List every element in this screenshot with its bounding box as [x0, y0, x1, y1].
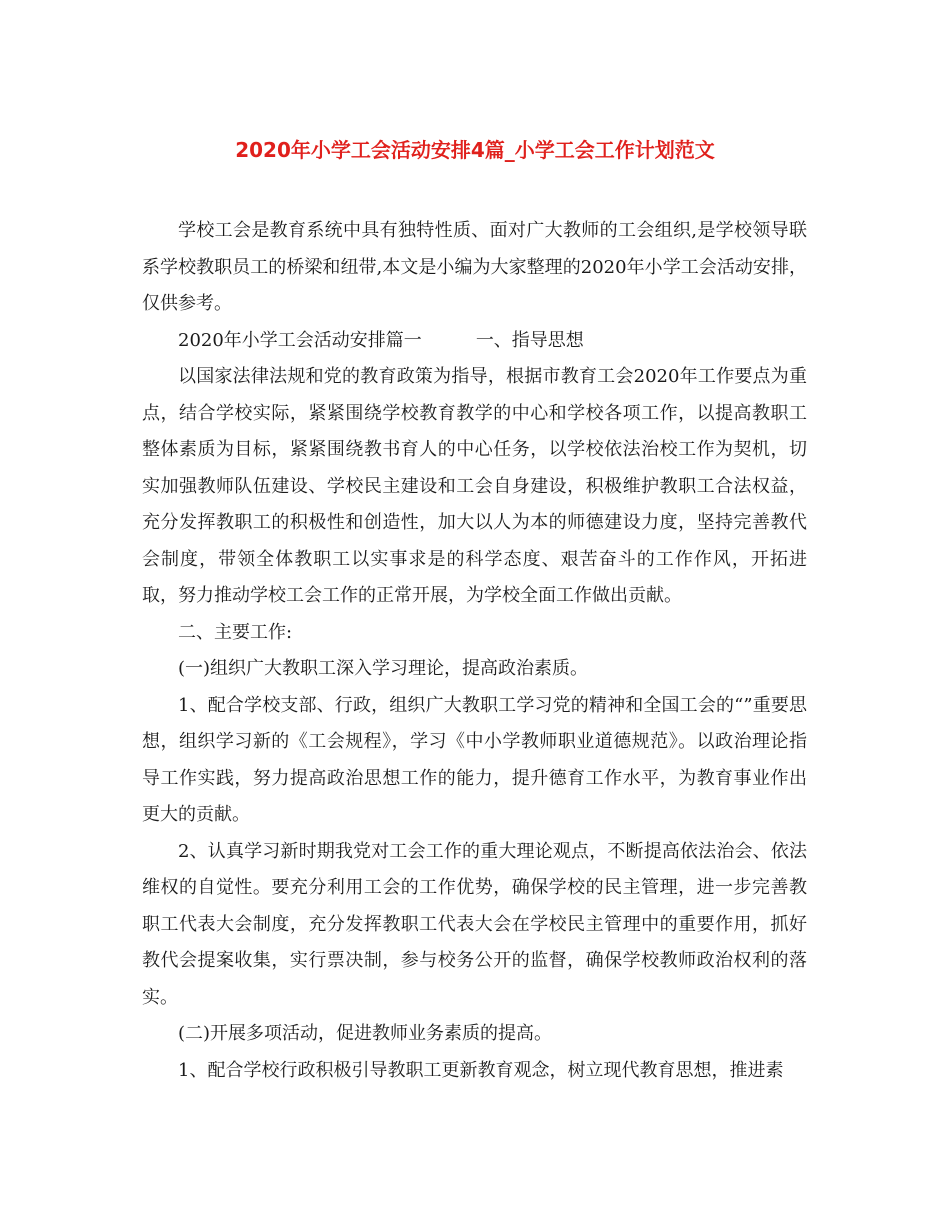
item-paragraph-1: 1、配合学校支部、行政，组织广大教职工学习党的精神和全国工会的“”重要思想，组织学习新的《工会规程》，学习《中小学教师职业道德规范》。以政治理论指导工作实践，努力提高政治思想工作的能力，提升德育工作水平，为教育事业作出更大的贡献。: [142, 694, 807, 825]
item-paragraph-2: 2、认真学习新时期我党对工会工作的重大理论观点，不断提高依法治会、依法维权的自觉性。要充分利用工会的工作优势，确保学校的民主管理，进一步完善教职工代表大会制度，充分发挥教职工代表大会在学校民主管理中的重要作用，抓好教代会提案收集，实行票决制，参与校务公开的监督，确保学校教师政治权利的落实。: [142, 840, 807, 1008]
section-title: 2020年小学工会活动安排篇一: [178, 329, 422, 351]
subsection-heading-1: (一)组织广大教职工深入学习理论，提高政治素质。: [178, 658, 589, 679]
document-body: [142, 213, 807, 1089]
guiding-thought-paragraph: 以国家法律法规和党的教育政策为指导，根据市教育工会2020年工作要点为重点，结合学校实际，紧紧围绕学校教育教学的中心和学校各项工作，以提高教职工整体素质为目标，紧紧围绕教书育人的中心任务，以学校依法治校工作为契机，切实加强教师队伍建设、学校民主建设和工会自身建设，积极维护教职工合法权益，充分发挥教职工的积极性和创造性，加大以人为本的师德建设力度，坚持完善教代会制度，带领全体教职工以实事求是的科学态度、艰苦奋斗的工作作风，开拓进取，努力推动学校工会工作的正常开展，为学校全面工作做出贡献。: [142, 366, 807, 606]
subsection-heading-2: (二)开展多项活动，促进教师业务素质的提高。: [178, 1023, 553, 1044]
section-heading-line: [142, 323, 807, 360]
main-work-heading: 二、主要工作:: [178, 621, 293, 643]
item-paragraph-3: 1、配合学校行政积极引导教职工更新教育观念，树立现代教育思想，推进素: [178, 1059, 784, 1081]
intro-paragraph: 学校工会是教育系统中具有独特性质、面对广大教师的工会组织,是学校领导联系学校教职员工的桥梁和纽带,本文是小编为大家整理的2020年小学工会活动安排，仅供参考。: [142, 220, 807, 314]
document-title: 2020年小学工会活动安排4篇_小学工会工作计划范文: [235, 138, 715, 162]
section-subtitle: 一、指导思想: [475, 329, 584, 351]
